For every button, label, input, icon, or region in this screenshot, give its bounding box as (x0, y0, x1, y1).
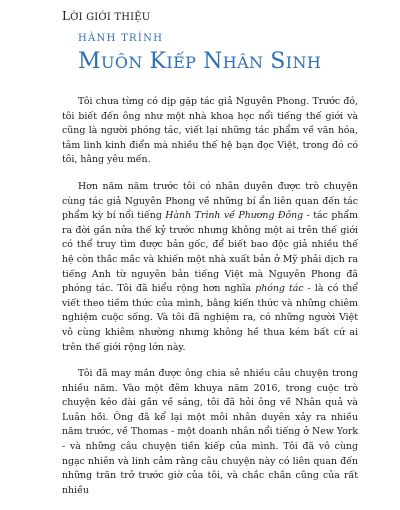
book-page (45, 0, 371, 496)
title-kicker: HÀNH TRÌNH (78, 33, 164, 44)
body-text (62, 95, 358, 498)
page-content (62, 5, 358, 510)
book-title-emphasis: Hành Trình về Phương Đông (165, 210, 304, 222)
section-label: LỜI GIỚI THIỆU (62, 9, 151, 23)
paragraph-1: Tôi chưa từng có dịp gặp tác giả Nguyên Phong. Trước đó, tôi biết đến ông như một nhà khoa học nổi tiếng thế giới và cũng là người phóng tác, viết lại những tác phẩm về văn hóa, tâm linh kinh điển mà nhiều thế hệ bạn đọc Việt, trong đó có tôi, hằng yêu mến. (62, 96, 358, 166)
page-title: MUÔN KIẾP NHÂN SINH (78, 49, 322, 74)
term-emphasis: phóng tác (255, 283, 304, 295)
paragraph-3: Tôi đã may mắn được ông chia sẻ nhiều câu chuyện trong nhiều năm. Vào một đêm khuya năm 2016, trong cuộc trò chuyện kéo dài gần về sáng, tôi đã hỏi ông về Nhân quả và Luân hồi. Ông đã kể lại một môi nhân duyên xảy ra nhiều năm trước, về Thomas - một doanh nhân nổi tiếng ở New York - và những câu chuyện tiền kiếp của mình. Tôi đã vô cùng ngạc nhiên và linh cảm rằng câu chuyện này có liên quan đến những trăn trở trước giờ của tôi, và chắc chắn cũng của rất nhiều (62, 368, 358, 496)
title-block (78, 31, 358, 75)
paragraph-2: Hơn năm năm trước tôi có nhân duyên được trò chuyện cùng tác giả Nguyên Phong về những bí ẩn liên quan đến tác phẩm kỳ bí nổi tiếng Hành Trình về Phương Đông - tác phẩm ra đời gần nửa thế kỷ trước nhưng không một ai trên thế giới có thể truy tìm được bản gốc, để biết bao độc giả nhiều thế hệ còn thắc mắc và khiến một nhà xuất bản ở Mỹ phải dịch ra tiếng Anh từ nguyên bản tiếng Việt mà Nguyên Phong đã phóng tác. Tôi đã hiểu rộng hơn nghĩa phóng tác - là có thể viết theo tiềm thức của mình, bằng kiến thức và những chiêm nghiệm cuộc sống. Và tôi đã nghiệm ra, có những người Việt vô cùng khiêm nhường nhưng không hề thua kém bất cứ ai trên thế giới rộng lớn này. (62, 180, 359, 353)
